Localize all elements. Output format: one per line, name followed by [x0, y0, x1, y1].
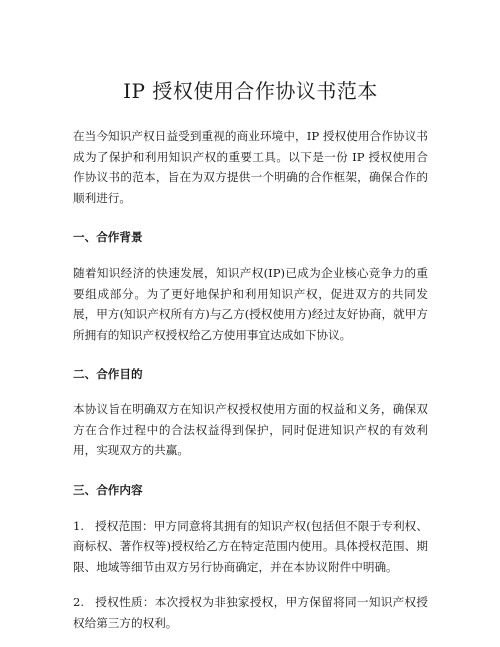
intro-paragraph: 在当今知识产权日益受到重视的商业环境中，IP 授权使用合作协议书成为了保护和利用知识产权的重要工具。以下是一份 IP 授权使用合作协议书的范本，旨在为双方提供一个明确的合作框架，确保合作的顺利进行。	[73, 129, 428, 205]
section-heading-background: 一、合作背景	[73, 230, 143, 244]
list-item-number: 2.	[73, 595, 85, 609]
list-item-text: 授权范围：甲方同意将其拥有的知识产权(包括但不限于专利权、商标权、著作权等)授权给乙方在特定范围内使用。具体授权范围、期限、地域等细节由双方另行协商确定，并在本协议附件中明确。	[73, 518, 428, 574]
list-item	[73, 516, 428, 578]
document-title: IP 授权使用合作协议书范本	[123, 79, 378, 103]
list-item-text: 授权性质：本次授权为非独家授权，甲方保留将同一知识产权授权给第三方的权利。	[73, 595, 428, 630]
section-body-purpose: 本协议旨在明确双方在知识产权授权使用方面的权益和义务，确保双方在合作过程中的合法权益得到保护，同时促进知识产权的有效利用，实现双方的共赢。	[73, 402, 428, 457]
section-heading-purpose: 二、合作目的	[73, 367, 143, 381]
list-item-number: 1.	[73, 518, 85, 533]
section-body-background: 随着知识经济的快速发展，知识产权(IP)已成为企业核心竞争力的重要组成部分。为了更好地保护和利用知识产权，促进双方的共同发展，甲方(知识产权所有方)与乙方(授权使用方)经过友好协商，就甲方所拥有的知识产权授权给乙方使用事宜达成如下协议。	[73, 266, 428, 342]
list-item	[73, 592, 428, 633]
section-heading-content: 三、合作内容	[73, 482, 143, 497]
